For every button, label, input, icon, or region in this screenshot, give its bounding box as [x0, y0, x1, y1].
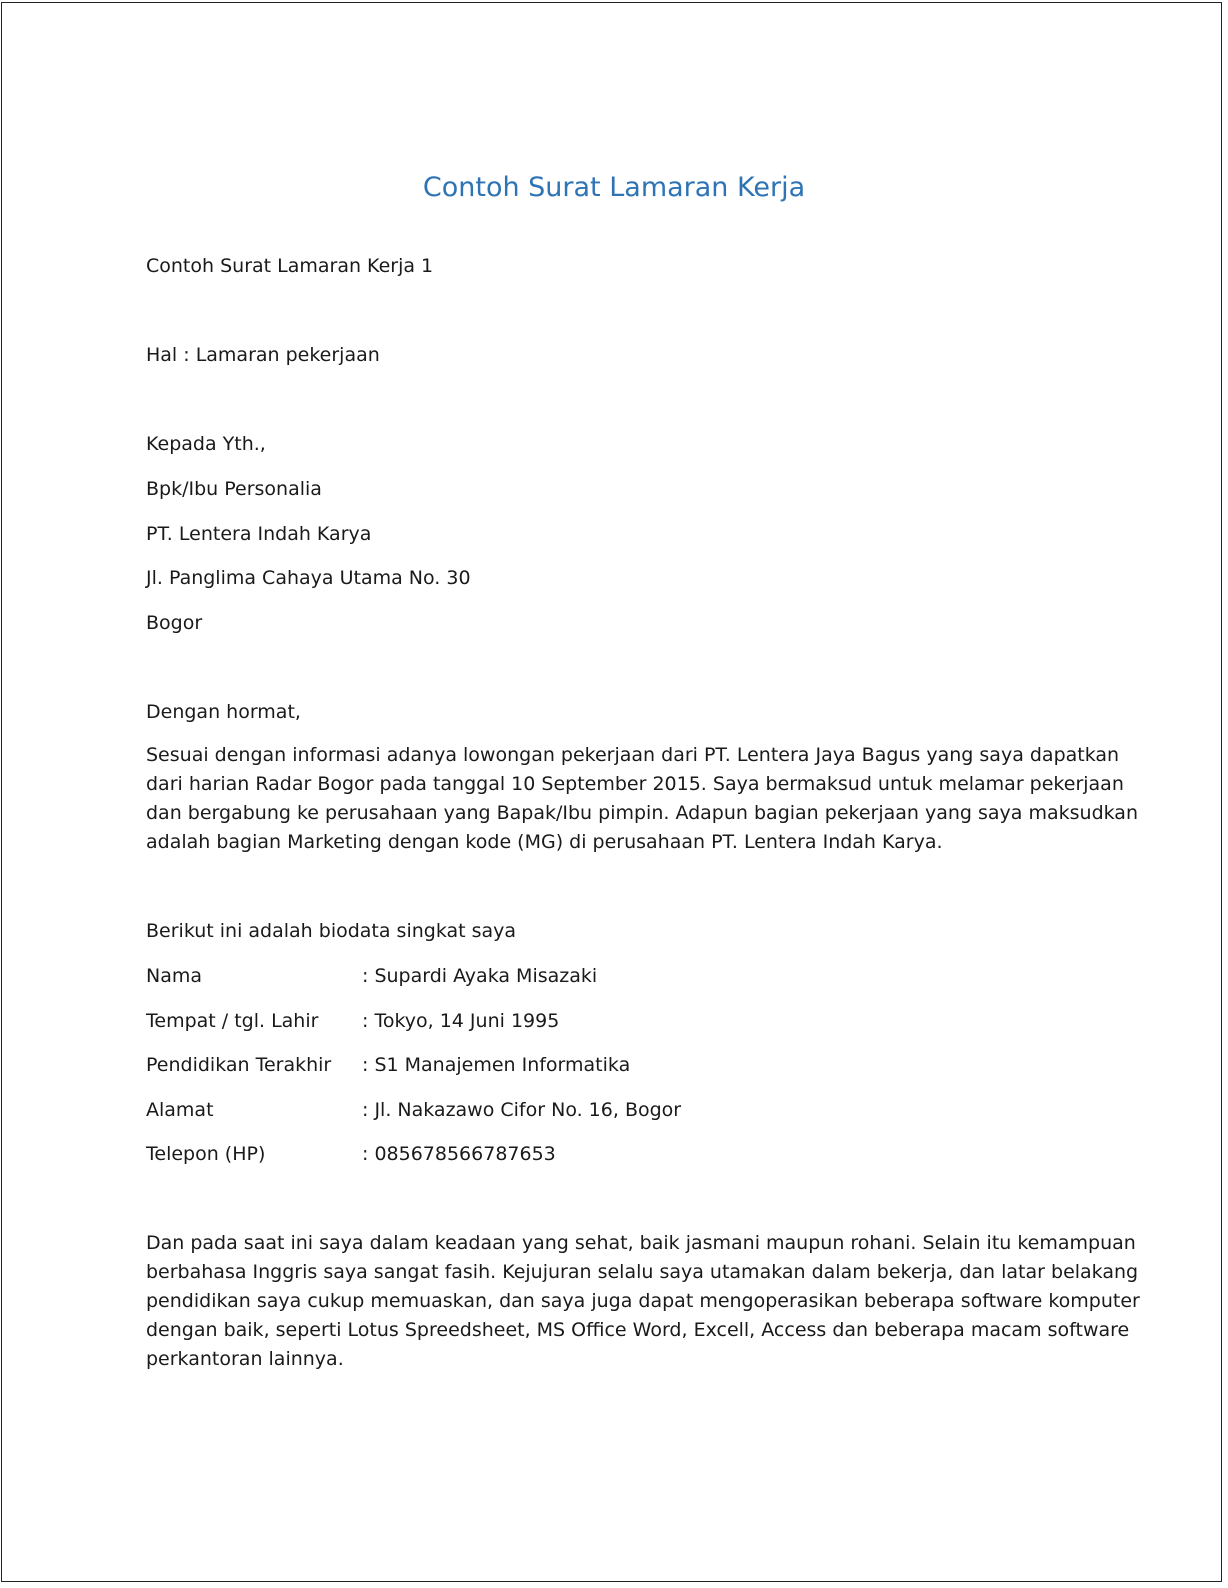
letter-subject: Hal : Lamaran pekerjaan	[146, 344, 380, 366]
bio-intro: Berikut ini adalah biodata singkat saya	[146, 920, 517, 942]
paragraph-line: dari harian Radar Bogor pada tanggal 10 September 2015. Saya bermaksud untuk melamar pekerjaan	[146, 773, 1124, 795]
bio-value: : 085678566787653	[362, 1143, 556, 1165]
paragraph-line: berbahasa Inggris saya sangat fasih. Kejujuran selalu saya utamakan dalam bekerja, dan latar belakang	[146, 1261, 1139, 1283]
paragraph-line: dan bergabung ke perusahaan yang Bapak/Ibu pimpin. Adapun bagian pekerjaan yang saya maksudkan	[146, 802, 1138, 824]
paragraph-application	[146, 741, 1138, 857]
paragraph-line: perkantoran lainnya.	[146, 1348, 344, 1370]
document-title: Contoh Surat Lamaran Kerja	[422, 172, 806, 203]
paragraph-line: Dan pada saat ini saya dalam keadaan yang sehat, baik jasmani maupun rohani. Selain itu kemampuan	[146, 1232, 1136, 1254]
recipient-line-4: Jl. Panglima Cahaya Utama No. 30	[146, 567, 471, 589]
bio-label: Tempat / tgl. Lahir	[146, 1010, 319, 1032]
paragraph-line: Sesuai dengan informasi adanya lowongan pekerjaan dari PT. Lentera Jaya Bagus yang saya dapatkan	[146, 744, 1120, 766]
letter-subtitle: Contoh Surat Lamaran Kerja 1	[146, 255, 434, 277]
recipient-line-3: PT. Lentera Indah Karya	[146, 523, 372, 545]
bio-value: : Supardi Ayaka Misazaki	[362, 965, 598, 987]
recipient-line-2: Bpk/Ibu Personalia	[146, 478, 322, 500]
bio-value: : Jl. Nakazawo Cifor No. 16, Bogor	[362, 1099, 682, 1121]
bio-label: Pendidikan Terakhir	[146, 1054, 332, 1076]
bio-label: Alamat	[146, 1099, 214, 1121]
bio-value: : Tokyo, 14 Juni 1995	[362, 1010, 560, 1032]
recipient-line-1: Kepada Yth.,	[146, 433, 266, 455]
paragraph-line: adalah bagian Marketing dengan kode (MG) di perusahaan PT. Lentera Indah Karya.	[146, 831, 943, 853]
greeting: Dengan hormat,	[146, 701, 301, 723]
bio-label: Nama	[146, 965, 203, 987]
bio-value: : S1 Manajemen Informatika	[362, 1054, 631, 1076]
paragraph-line: pendidikan saya cukup memuaskan, dan saya juga dapat mengoperasikan beberapa software komputer	[146, 1290, 1140, 1312]
recipient-line-5: Bogor	[146, 612, 203, 634]
paragraph-line: dengan baik, seperti Lotus Spreedsheet, MS Office Word, Excell, Access dan beberapa macam software	[146, 1319, 1130, 1341]
bio-label: Telepon (HP)	[146, 1143, 266, 1165]
paragraph-qualifications	[146, 1229, 1140, 1374]
